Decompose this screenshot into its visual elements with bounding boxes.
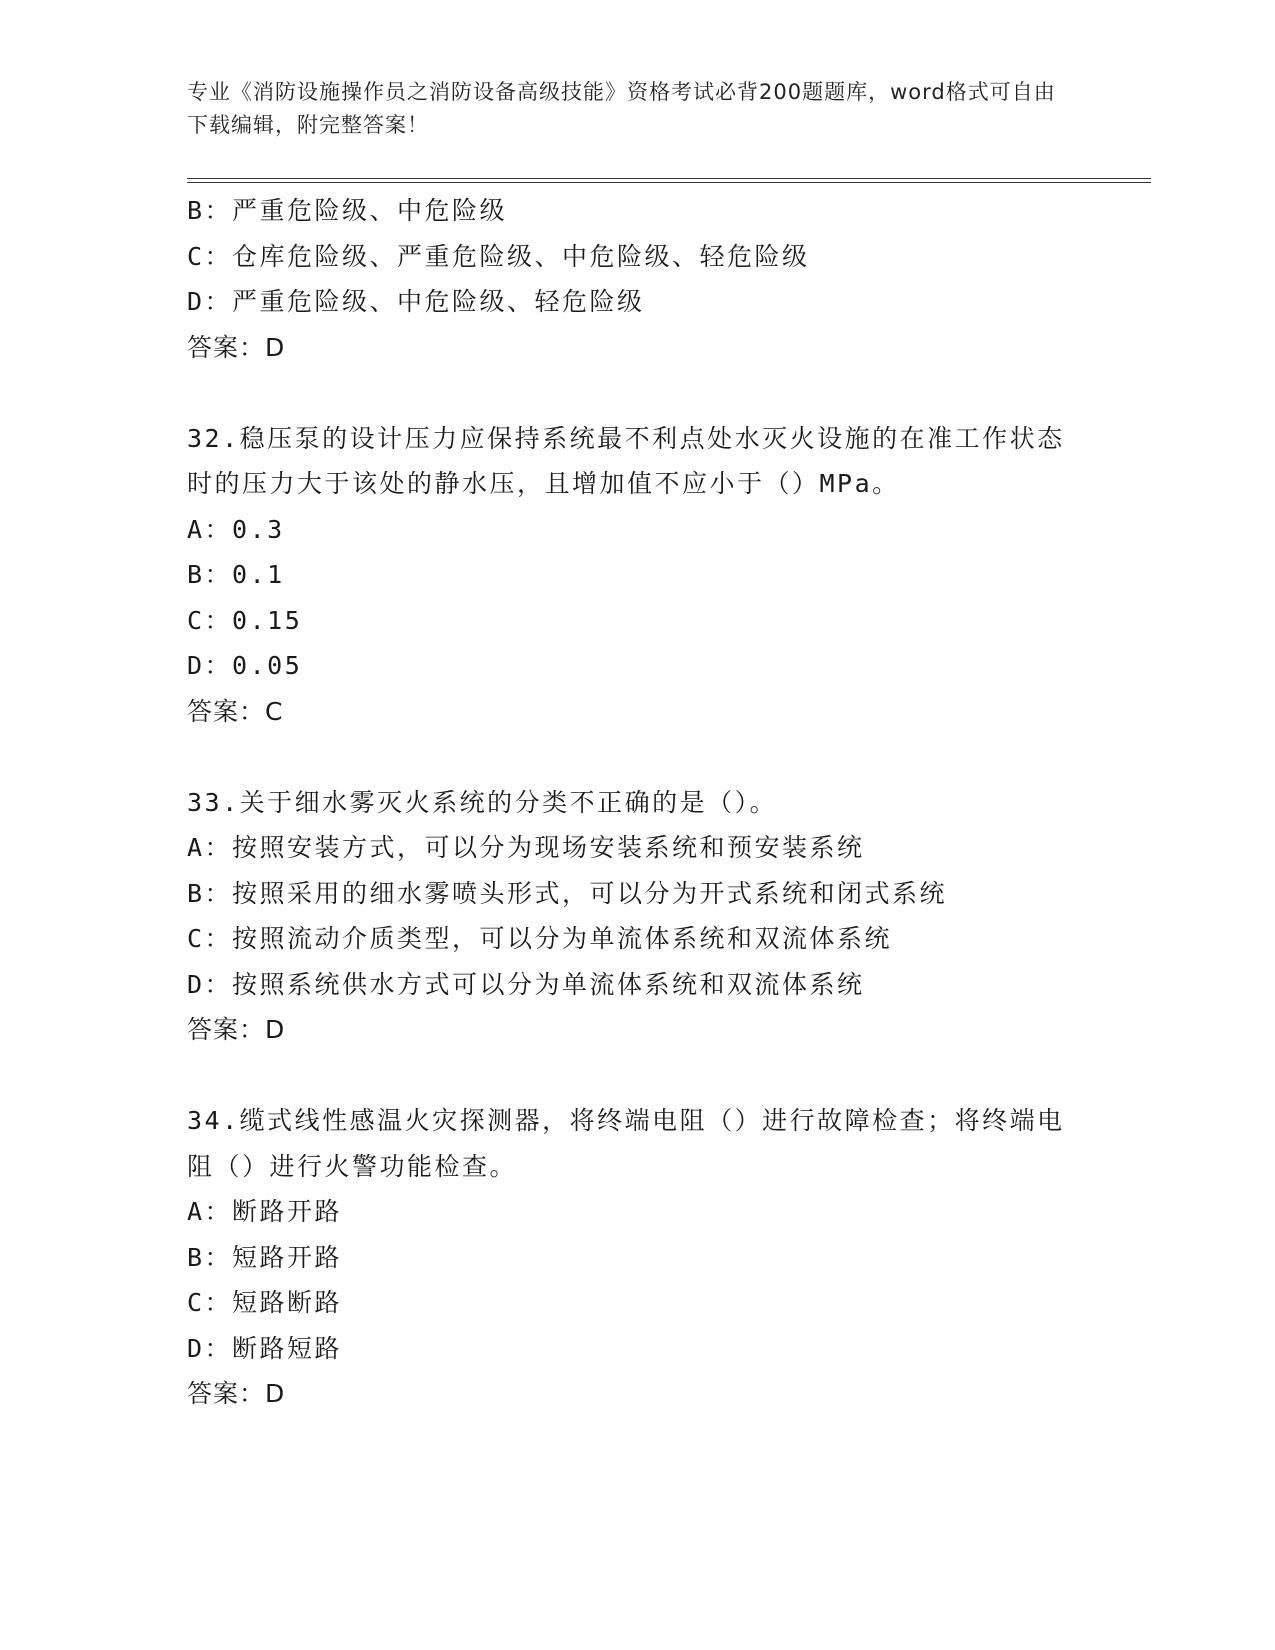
option-b: B：短路开路 (187, 1242, 343, 1272)
answer-line: 答案：D (187, 1379, 286, 1408)
option-a: A：0.3 (187, 514, 285, 544)
question-stem: 32.稳压泵的设计压力应保持系统最不利点处水灭火设施的在准工作状态时的压力大于该处的静水压，且增加值不应小于（）MPa。 (187, 423, 1065, 498)
document-header: 专业《消防设施操作员之消防设备高级技能》资格考试必背200题题库，word格式可自由下载编辑，附完整答案！ (187, 80, 1056, 137)
question-32 (187, 416, 1087, 735)
option-b: B：按照采用的细水雾喷头形式，可以分为开式系统和闭式系统 (187, 878, 948, 908)
option-b: B：严重危险级、中危险级 (187, 196, 508, 225)
question-34 (187, 1098, 1087, 1417)
option-c: C：仓库危险级、严重危险级、中危险级、轻危险级 (187, 241, 810, 271)
option-d: D：严重危险级、中危险级、轻危险级 (187, 287, 645, 316)
question-stem: 33.关于细水雾灭火系统的分类不正确的是（）。 (187, 787, 778, 817)
option-c: C：0.15 (187, 605, 303, 635)
question-33 (187, 780, 1087, 1053)
option-b: B：0.1 (187, 560, 285, 589)
spacer (187, 734, 1087, 780)
question-stem: 34.缆式线性感温火灾探测器，将终端电阻（）进行故障检查；将终端电阻（）进行火警功能检查。 (187, 1106, 1065, 1181)
option-d: D：0.05 (187, 651, 303, 680)
spacer (187, 1053, 1087, 1099)
answer-line: 答案：D (187, 1015, 286, 1044)
option-d: D：断路短路 (187, 1333, 343, 1363)
question-31-tail (187, 188, 1087, 370)
option-a: A：断路开路 (187, 1197, 343, 1226)
spacer (187, 370, 1087, 416)
option-d: D：按照系统供水方式可以分为单流体系统和双流体系统 (187, 969, 865, 999)
option-c: C：短路断路 (187, 1288, 343, 1317)
answer-line: 答案：C (187, 696, 284, 726)
option-a: A：按照安装方式，可以分为现场安装系统和预安装系统 (187, 833, 865, 862)
question-content (187, 188, 1087, 1417)
header-rule-bottom (187, 182, 1151, 183)
answer-line: 答案：D (187, 332, 286, 362)
option-c: C：按照流动介质类型，可以分为单流体系统和双流体系统 (187, 924, 893, 953)
header-rule-top (187, 178, 1151, 179)
